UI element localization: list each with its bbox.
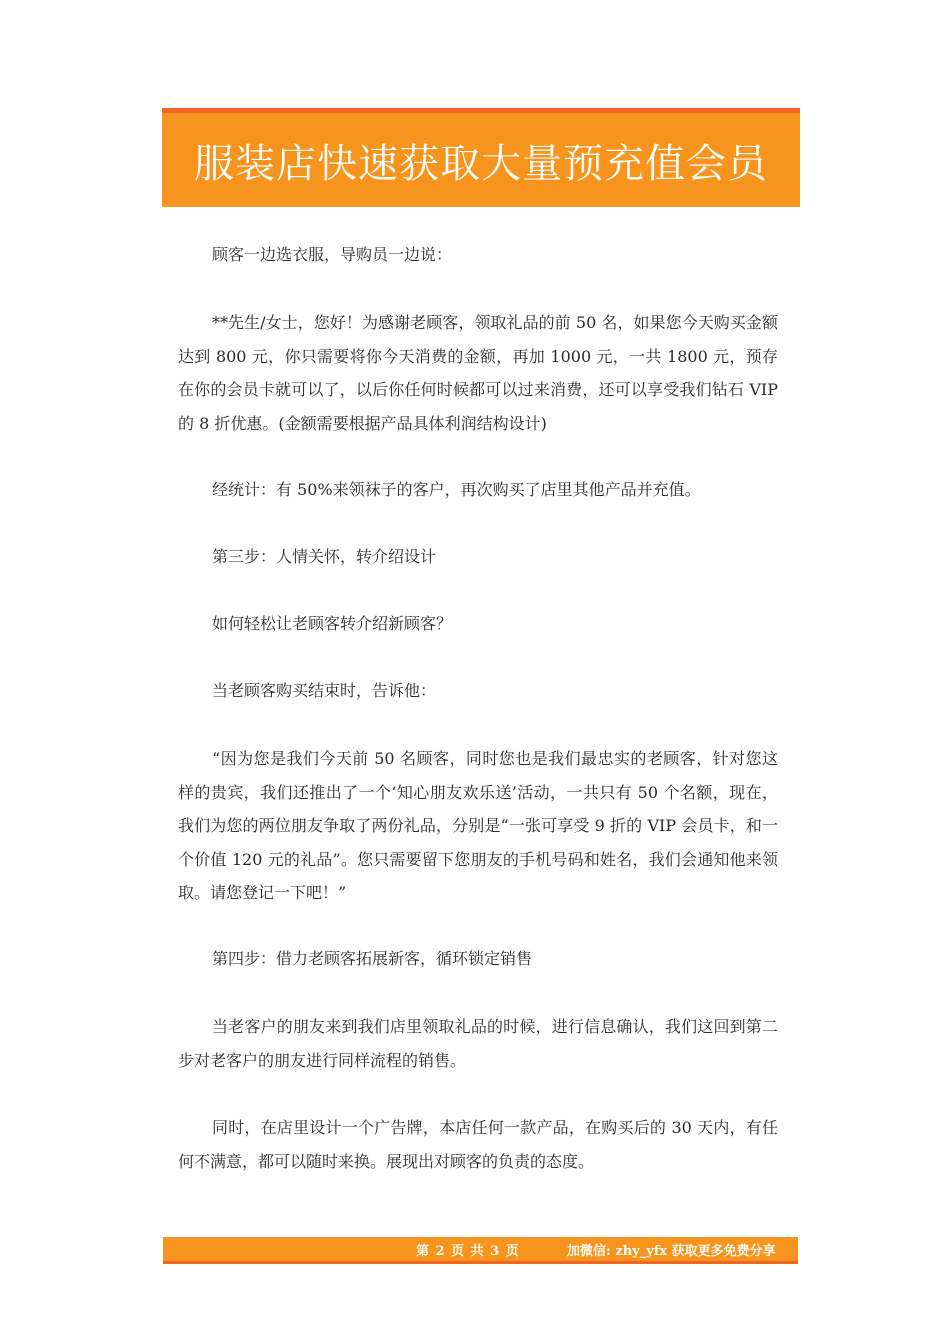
paragraph-script: **先生/女士，您好！为感谢老顾客，领取礼品的前 50 名，如果您今天购买金额达到 800 元，你只需要将你今天消费的金额，再加 1000 元，一共 1800 元，预存在你的会员卡就可以了，以后你任何时候都可以过来消费，还可以享受我们钻石 VIP 的 8 折优惠。(金额需要根据产品具体利润结构设计) <box>178 313 778 433</box>
page-number: 第 2 页 共 3 页 <box>416 1243 520 1259</box>
paragraph-intro: 顾客一边选衣服，导购员一边说： <box>212 245 453 264</box>
paragraph-guarantee: 同时，在店里设计一个广告牌，本店任何一款产品，在购买后的 30 天内，有任何不满意，都可以随时来换。展现出对顾客的负责的态度。 <box>178 1118 778 1171</box>
paragraph-question: 如何轻松让老顾客转介绍新顾客？ <box>212 614 453 633</box>
paragraph-statistics: 经统计：有 50%来领袜子的客户，再次购买了店里其他产品并充值。 <box>212 480 701 499</box>
page-title: 服装店快速获取大量预充值会员 <box>194 140 768 187</box>
section-heading-step-four: 第四步：借力老顾客拓展新客，循环锁定销售 <box>212 949 533 968</box>
page-footer <box>163 1237 798 1264</box>
title-banner <box>162 108 800 207</box>
paragraph-tell-customer: 当老顾客购买结束时，告诉他： <box>212 681 437 700</box>
paragraph-friend-visit: 当老客户的朋友来到我们店里领取礼品的时候，进行信息确认，我们这回到第二步对老客户的朋友进行同样流程的销售。 <box>178 1017 778 1070</box>
section-heading-step-three: 第三步：人情关怀，转介绍设计 <box>212 547 437 566</box>
footer-share-note: 加微信: zhy_yfx 获取更多免费分享 <box>567 1243 776 1259</box>
paragraph-referral-script: “因为您是我们今天前 50 名顾客，同时您也是我们最忠实的老顾客，针对您这样的贵宾，我们还推出了一个‘知心朋友欢乐送’活动，一共只有 50 个名额，现在，我们为您的两位朋友争取了两份礼品，分别是“一张可享受 9 折的 VIP 会员卡，和一个价值 120 元的礼品”。您只需要留下您朋友的手机号码和姓名，我们会通知他来领取。请您登记一下吧！” <box>178 749 778 902</box>
